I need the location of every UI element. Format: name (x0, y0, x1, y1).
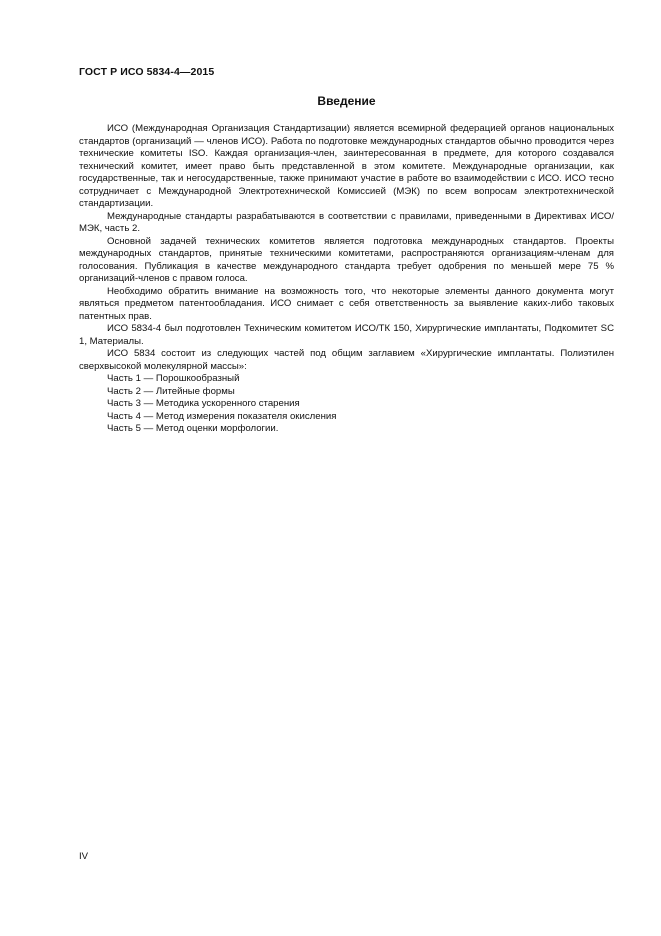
list-item: Часть 1 — Порошкообразный (107, 373, 240, 384)
section-title: Введение (317, 94, 376, 108)
parts-list (79, 373, 614, 436)
list-item: Часть 3 — Методика ускоренного старения (107, 398, 300, 409)
list-item: Часть 2 — Литейные формы (107, 385, 235, 397)
list-item: Часть 5 — Метод оценки морфологии. (107, 423, 279, 434)
paragraph-patent-notice: Необходимо обратить внимание на возможность того, что некоторые элементы данного документа могут являться предметом патентообладания. ИСО снимает с себя ответственность за выявление каких-либо таковых патентных прав. (79, 285, 614, 322)
paragraph-iso-overview: ИСО (Международная Организация Стандартизации) является всемирной федерацией органов национальных стандартов (организаций — членов ИСО). Работа по подготовке международных стандартов обычно проводится через технические комитеты ISO. Каждая организация-член, заинтересованная в предмете, для которого создавался технический комитет, имеет право быть представленной в этом комитете. Международные организации, как государственные, так и негосударственные, также принимают участие в работе во взаимодействии с ИСО. ИСО тесно сотрудничает с Международной Электротехнической Комиссией (МЭК) по всем вопросам электротехнической стандартизации. (79, 123, 614, 209)
paragraph-directives: Международные стандарты разрабатываются в соответствии с правилами, приведенными в Директивах ИСО/МЭК, часть 2. (79, 210, 614, 234)
paragraph-prepared-by: ИСО 5834-4 был подготовлен Техническим комитетом ИСО/ТК 150, Хирургические имплантаты, Подкомитет SC 1, Материалы. (79, 323, 614, 347)
page-number: IV (79, 851, 89, 862)
paragraph-parts-intro: ИСО 5834 состоит из следующих частей под общим заглавием «Хирургические имплантаты. Полиэтилен сверхвысокой молекулярной массы»: (79, 348, 614, 372)
paragraph-committee-task: Основной задачей технических комитетов является подготовка международных стандартов. Проекты международных стандартов, принятые техническими комитетами, распространяются организациям-членам для голосования. Публикация в качестве международного стандарта требует одобрения по меньшей мере 75 % организаций-членов с правом голоса. (79, 235, 614, 284)
document-code-header: ГОСТ Р ИСО 5834-4—2015 (79, 66, 215, 78)
introduction-body (79, 123, 614, 436)
list-item: Часть 4 — Метод измерения показателя окисления (107, 410, 337, 422)
